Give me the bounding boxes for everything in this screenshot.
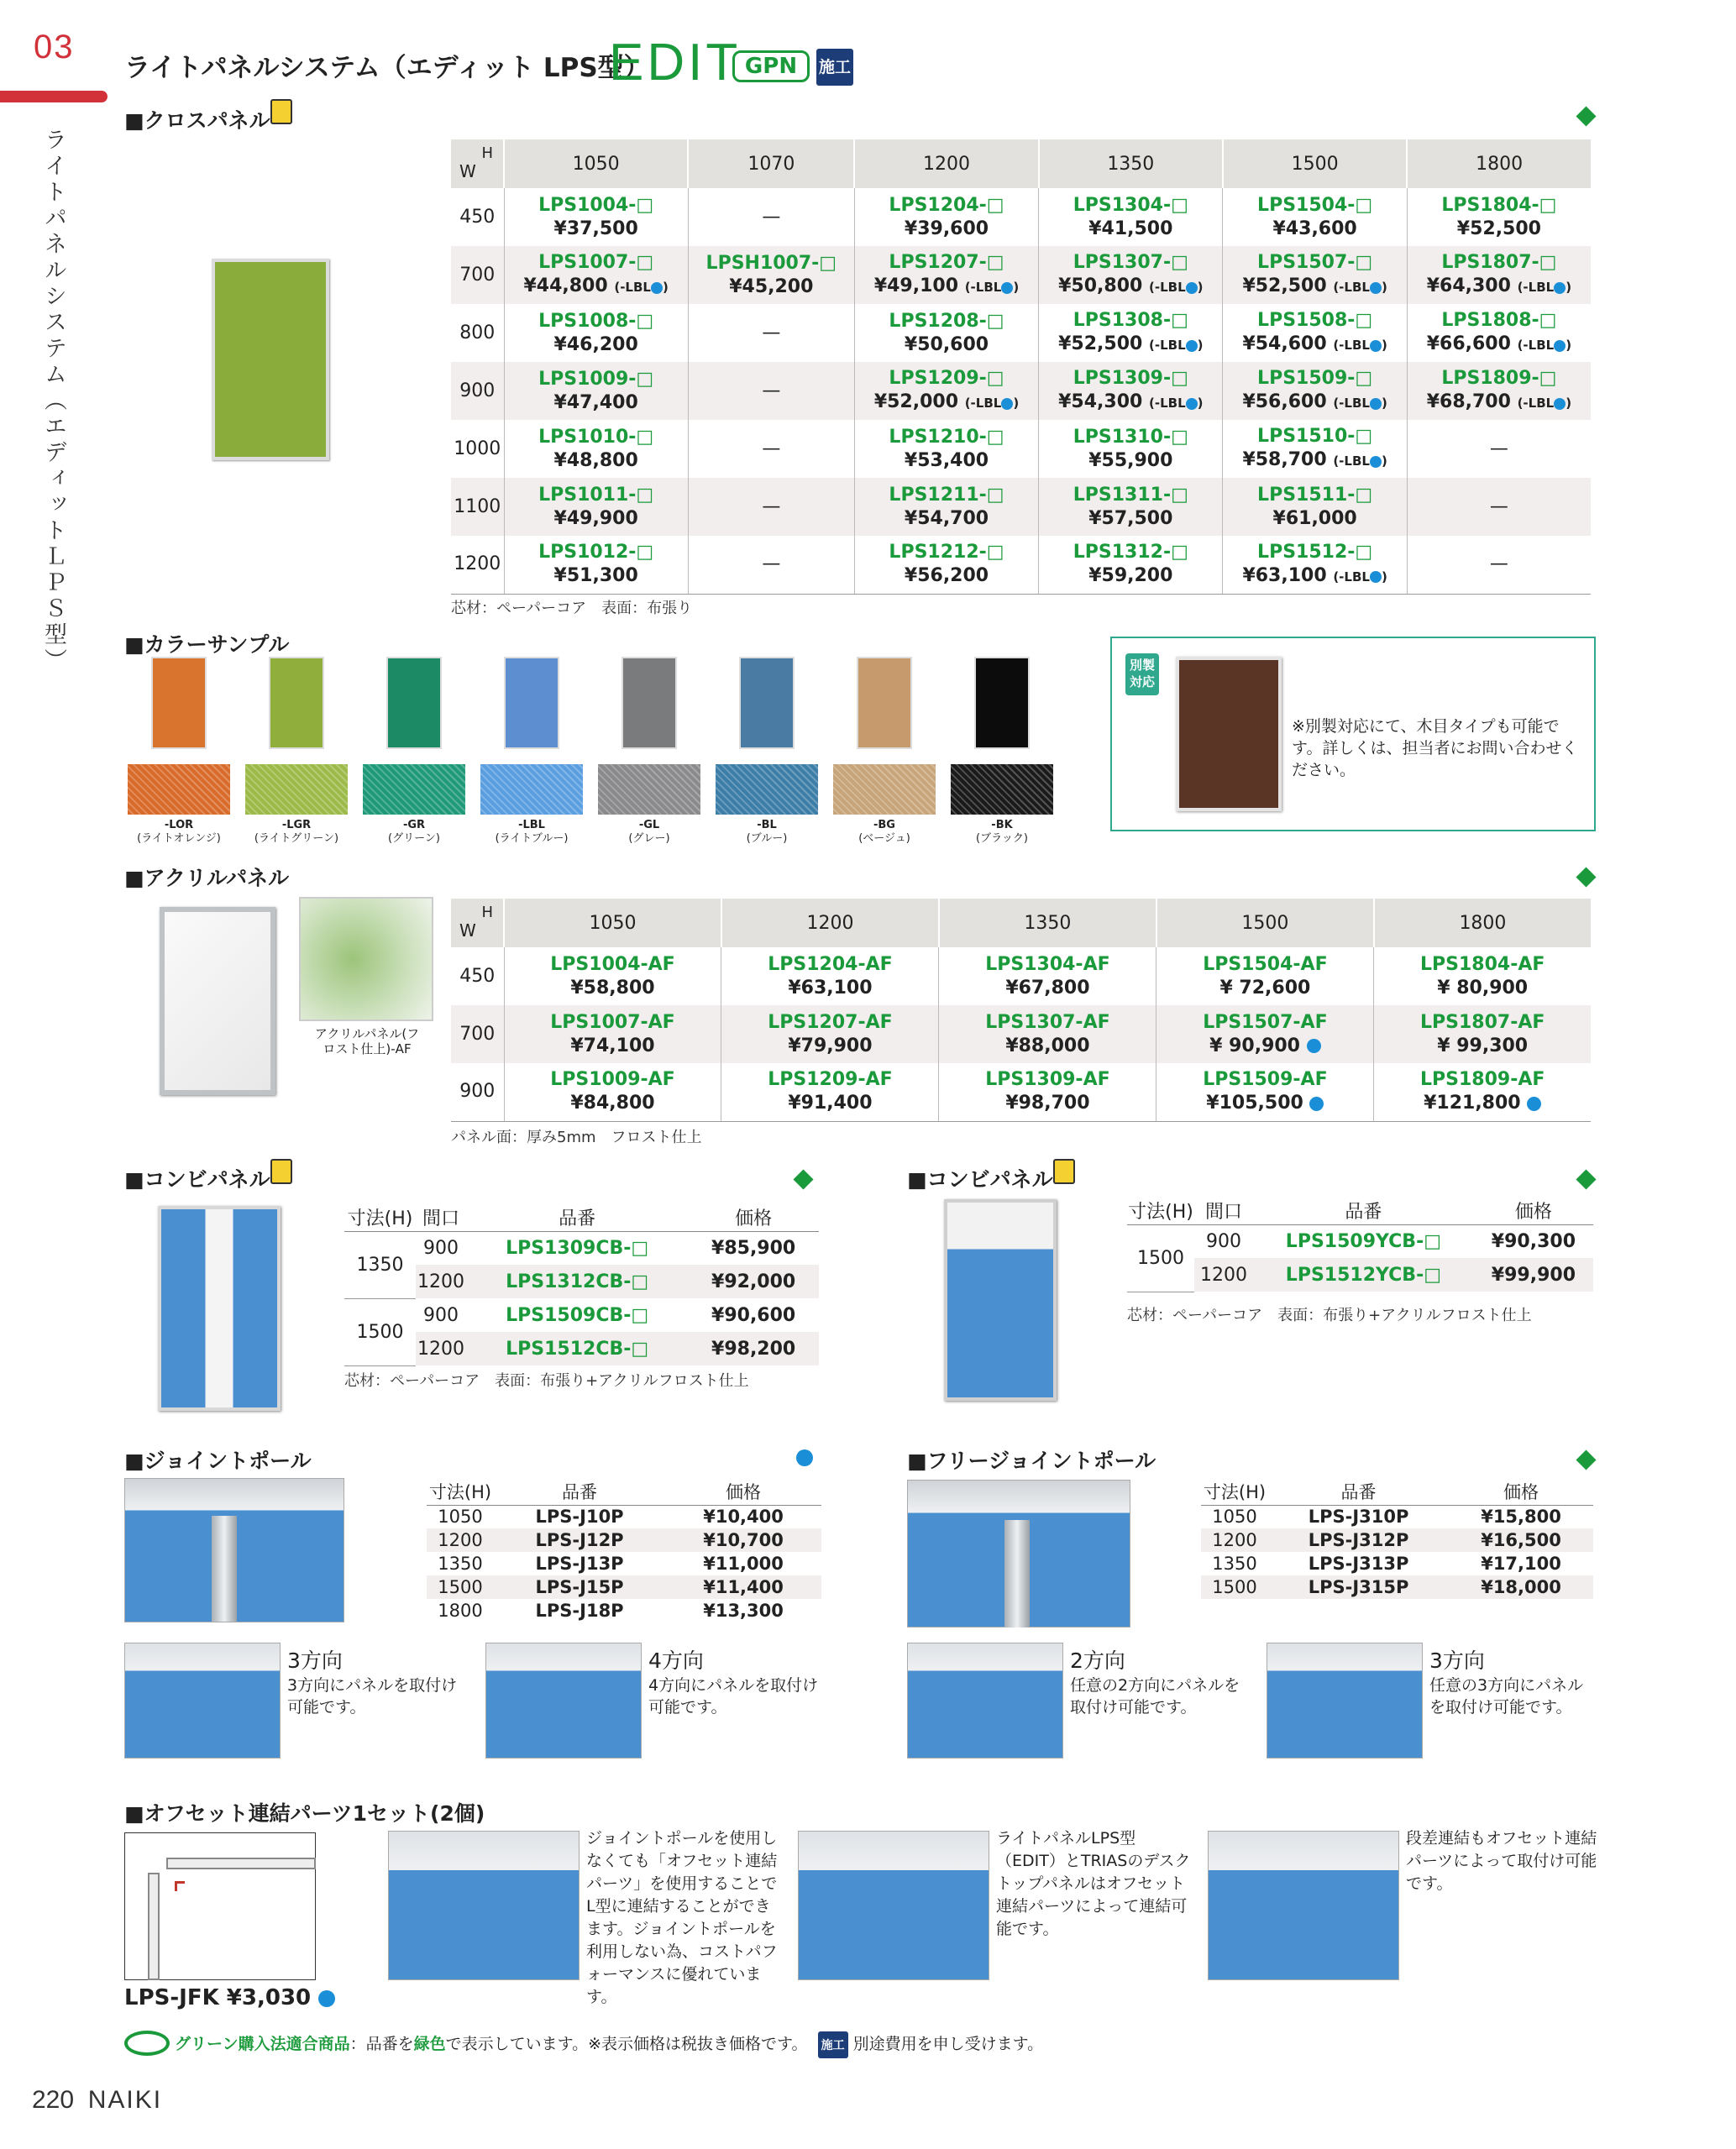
table-cell: LPS1309-□ ¥54,300 (-LBL ) <box>1039 362 1223 420</box>
table-cell: LPS1008-□ ¥46,200 <box>504 304 688 362</box>
table-row <box>451 362 1591 420</box>
table-cell: LPS1007-□ ¥44,800 (-LBL ) <box>504 246 688 304</box>
table-cell: LPS1507-AF ¥ 90,900 <box>1156 1005 1374 1063</box>
color-code-label: -LBL (ライトブルー) <box>495 819 569 845</box>
width-cell: 1000 <box>451 420 504 478</box>
color-panel-sample <box>974 657 1030 749</box>
table-row <box>451 478 1591 536</box>
blue-dot-icon <box>1527 1097 1541 1111</box>
table-cell: LPS1307-AF ¥88,000 <box>939 1005 1156 1063</box>
free-2way-title: 2方向 <box>1070 1648 1125 1673</box>
free-2way-image <box>907 1643 1063 1759</box>
offset-text-2: ライトパネルLPS型（EDIT）とTRIASのデスクトップパネルはオフセット連結パーツによって連結可能です。 <box>996 1829 1191 1938</box>
color-code-label: -GL (グレー) <box>628 819 670 845</box>
color-panel-sample <box>386 657 442 749</box>
offset-diagram-line <box>148 1873 160 1980</box>
col-header: 1350 <box>939 899 1156 947</box>
combi-panel-image-2 <box>944 1199 1057 1401</box>
table-cell: — <box>688 478 854 536</box>
color-code-label: -LOR (ライトオレンジ) <box>137 819 221 845</box>
table-row: 1350 900 LPS1309CB-□ ¥85,900 <box>344 1231 819 1265</box>
table-cell: LPS1804-AF ¥ 80,900 <box>1419 953 1545 998</box>
pin-icon <box>1053 1159 1075 1184</box>
table-cell: LPS1312-□ ¥59,200 <box>1039 536 1223 594</box>
free-joint-pole-table: 寸法(H) 品番 価格 1050 LPS-J310P ¥15,800 1200 LPS-J312P ¥16,500 1350 LPS-J313P ¥17,100 1500 LPS-J315P ¥18,000 <box>1201 1478 1593 1599</box>
availability-diamond-icon <box>1576 1169 1596 1189</box>
col-header: 1070 <box>688 139 854 188</box>
joint-4way-image <box>485 1643 642 1759</box>
table-row: 1500 900 LPS1509YCB-□ ¥90,300 <box>1127 1224 1593 1258</box>
table-row: 1200 LPS1512YCB-□ ¥99,900 <box>1127 1258 1593 1292</box>
table-cell: LPS1009-□ ¥47,400 <box>504 362 688 420</box>
table-cell: LPS1808-□ ¥66,600 (-LBL ) <box>1426 310 1572 354</box>
joint-4way-title: 4方向 <box>648 1648 704 1673</box>
fabric-texture-sample <box>716 764 818 815</box>
pole-image-detail <box>212 1516 237 1622</box>
frost-sample-image <box>299 897 433 1021</box>
table-row: 1500 LPS-J315P ¥18,000 <box>1201 1575 1593 1599</box>
color-code-label: -BG (ベージュ) <box>858 819 910 845</box>
table-cell: LPS1510-□ ¥58,700 (-LBL ) <box>1223 420 1407 478</box>
free-3way-text: 任意の3方向にパネルを取付け可能です。 <box>1429 1676 1584 1717</box>
free-2way-text: 任意の2方向にパネルを取付け可能です。 <box>1070 1676 1240 1717</box>
col-header: 1500 <box>1156 899 1374 947</box>
acryl-panel-table: H W 1050 1200 1350 1500 1800 450 LPS1004-AF ¥58,800 LPS1204-AF ¥63,100 LPS1304-AF ¥67,800 LPS1504-AF ¥ 72,600 LPS1804-AF ¥ 80,900 700 LPS1007-AF ¥74,100 LPS1207-AF ¥79,900 LPS1307-AF ¥88,000 LPS1507-AF ¥ 90,900 LPS1807-AF ¥ 99,300 900 LPS1009-AF ¥84,800 LPS1209-AF ¥91,400 LPS1309-AF ¥98,700 LPS1509-AF ¥105,500 LPS1809-AF ¥121,800 <box>451 899 1591 1122</box>
table-row <box>451 188 1591 246</box>
table-cell: LPS1807-AF ¥ 99,300 <box>1374 1005 1591 1063</box>
table-cell: LPS1211-□ ¥54,700 <box>854 478 1038 536</box>
table-cell: — <box>1489 438 1508 459</box>
table-cell: — <box>688 304 854 362</box>
table-cell: LPS1807-□ ¥64,300 (-LBL ) <box>1407 246 1591 304</box>
color-panel-sample <box>269 657 324 749</box>
fabric-texture-sample <box>480 764 583 815</box>
table-cell: LPS1009-AF ¥84,800 <box>504 1063 721 1121</box>
offset-parts-heading: ■オフセット連結パーツ1セット(2個) <box>124 1801 485 1826</box>
pole-image-detail <box>1004 1520 1030 1627</box>
col-header: 1200 <box>721 899 939 947</box>
table-cell: — <box>688 536 854 594</box>
page-tab-bar <box>0 91 108 102</box>
table-cell: LPS1210-□ ¥53,400 <box>854 420 1038 478</box>
combi-table-1: 寸法(H) 間口 品番 価格 1350 900 LPS1309CB-□ ¥85,900 1200 LPS1312CB-□ ¥92,000 1500 900 LPS1509CB-□ ¥90,600 1200 LPS1512CB-□ ¥98,200 <box>344 1204 819 1366</box>
color-code-label: -BK (ブラック) <box>976 819 1028 845</box>
joint-pole-table: 寸法(H) 品番 価格 1050 LPS-J10P ¥10,400 1200 LPS-J12P ¥10,700 1350 LPS-J13P ¥11,000 1500 LPS-J15P ¥11,400 1800 LPS-J18P ¥13,300 <box>427 1478 821 1622</box>
table-cell: LPS1311-□ ¥57,500 <box>1039 478 1223 536</box>
width-cell: 450 <box>451 188 504 246</box>
offset-part-marker <box>175 1881 185 1891</box>
offset-text-1: ジョイントポールを使用しなくても「オフセット連結パーツ」を使用することでL型に連結することができます。ジョイントポールを利用しない為、コストパフォーマンスに優れています。 <box>586 1829 778 2006</box>
table-row: 1200 LPS-J312P ¥16,500 <box>1201 1528 1593 1552</box>
brand-edit: EDIT <box>609 34 742 92</box>
side-vertical-title: ライトパネルシステム（エディットＬＰＳ型） <box>40 128 66 674</box>
green-purchase-icon <box>124 2031 170 2056</box>
color-panel-sample <box>739 657 795 749</box>
table-cell: LPS1307-□ ¥50,800 (-LBL ) <box>1039 246 1223 304</box>
frost-sample-caption: アクリルパネル(フロスト仕上)-AF <box>314 1026 420 1056</box>
width-cell: 700 <box>451 1005 504 1063</box>
page-tab-number: 03 <box>34 29 75 66</box>
col-header: 1800 <box>1374 899 1591 947</box>
availability-diamond-icon <box>793 1169 813 1189</box>
table-cell: LPS1310-□ ¥55,900 <box>1039 420 1223 478</box>
table-cell: LPS1007-AF ¥74,100 <box>504 1005 721 1063</box>
fabric-texture-sample <box>128 764 230 815</box>
table-row: 1350 LPS-J13P ¥11,000 <box>438 1554 784 1574</box>
availability-diamond-icon <box>1576 867 1596 887</box>
table-cell: — <box>688 420 854 478</box>
table-cell: LPS1809-AF ¥121,800 <box>1374 1063 1591 1121</box>
fabric-texture-sample <box>245 764 348 815</box>
color-sample-heading: ■カラーサンプル <box>124 632 290 657</box>
woodgrain-panel-image <box>1176 657 1282 811</box>
table-cell: LPS1212-□ ¥56,200 <box>854 536 1038 594</box>
table-cell: LPS1304-□ ¥41,500 <box>1039 188 1223 246</box>
free-3way-image <box>1267 1643 1423 1759</box>
combi-panel-image-1 <box>158 1206 281 1411</box>
blue-dot-icon <box>318 1990 335 2007</box>
table-row: 1200 LPS1512CB-□ ¥98,200 <box>344 1332 819 1365</box>
combi-note-2: 芯材：ペーパーコア 表面：布張り+アクリルフロスト仕上 <box>1127 1307 1532 1324</box>
table-cell: LPS1207-□ ¥49,100 (-LBL ) <box>854 246 1038 304</box>
combi-panel-heading-2: ■コンビパネル <box>907 1167 1053 1192</box>
col-header: 1200 <box>854 139 1038 188</box>
free-joint-pole-heading: ■フリージョイントポール <box>907 1449 1156 1473</box>
cross-panel-table: H W 1050 1070 1200 1350 1500 1800 450 LPS1004-□ ¥37,500 — LPS1204-□ ¥39,600 LPS1304-□ ¥41,500 LPS1504-□ ¥43,600 LPS1804-□ ¥52,500 700 LPS1007-□ ¥44,800 (-LBL ) LPSH1007-□ ¥45,200 LPS1207-□ ¥49,100 (-LBL ) LPS1307-□ ¥50,800 (-LBL ) LPS1507-□ ¥52,500 (-LBL ) LPS1807-□ ¥64,300 (-LBL ) 800 LPS1008-□ ¥46,200 — LPS1208-□ ¥50,600 LPS1308-□ ¥52,500 (-LBL ) LPS1508-□ ¥54,600 (-LBL ) LPS1808-□ ¥66,600 (-LBL ) 900 LPS1009-□ ¥47,400 — LPS1209-□ ¥52,000 (-LBL ) LPS1309-□ ¥54,300 (-LBL ) LPS1509-□ ¥56,600 (-LBL ) LPS1809-□ ¥68,700 (-LBL ) 1000 LPS1010-□ ¥48,800 — LPS1210-□ ¥53,400 LPS1310-□ ¥55,900 LPS1510-□ ¥58,700 (-LBL ) — 1100 LPS1011-□ ¥49,900 — LPS1211-□ ¥54,700 LPS1311-□ ¥57,500 LPS1511-□ ¥61,000 — 1200 LPS1012-□ ¥51,300 — LPS1212-□ ¥56,200 LPS1312-□ ¥59,200 LPS1512-□ ¥63,100 (-LBL ) — <box>451 139 1591 595</box>
table-cell: — <box>1407 536 1591 594</box>
joint-3way-image <box>124 1643 281 1759</box>
combi-note-1: 芯材：ペーパーコア 表面：布張り+アクリルフロスト仕上 <box>344 1372 749 1390</box>
fabric-texture-sample <box>833 764 936 815</box>
table-cell: — <box>688 188 854 246</box>
blue-dot-icon <box>796 1449 813 1466</box>
width-cell: 1100 <box>451 478 504 536</box>
width-cell: 800 <box>451 304 504 362</box>
table-row: 1350 LPS-J313P ¥17,100 <box>1212 1554 1561 1574</box>
col-header: 1500 <box>1223 139 1407 188</box>
table-cell: LPS1504-□ ¥43,600 <box>1223 188 1407 246</box>
fabric-texture-sample <box>598 764 700 815</box>
table-cell: LPS1208-□ ¥50,600 <box>854 304 1038 362</box>
table-cell: LPS1809-□ ¥68,700 (-LBL ) <box>1407 362 1591 420</box>
table-row: 1800 LPS-J18P ¥13,300 <box>438 1601 784 1621</box>
table-cell: — <box>1407 478 1591 536</box>
joint-3way-text: 3方向にパネルを取付け可能です。 <box>287 1676 458 1717</box>
width-cell: 900 <box>451 362 504 420</box>
table-cell: LPS1209-AF ¥91,400 <box>721 1063 939 1121</box>
offset-image-1 <box>388 1831 580 1980</box>
table-row <box>451 947 1591 1005</box>
offset-image-2 <box>798 1831 989 1980</box>
acryl-panel-image <box>160 907 275 1095</box>
special-order-tag: 別製対応 <box>1125 653 1159 695</box>
pin-icon <box>270 1159 292 1184</box>
table-row <box>451 1063 1591 1121</box>
table-cell: — <box>688 362 854 420</box>
table-row: 1500 LPS-J15P ¥11,400 <box>427 1575 821 1599</box>
table-cell: LPS1004-AF ¥58,800 <box>504 947 721 1005</box>
table-cell: LPS1509-□ ¥56,600 (-LBL ) <box>1223 362 1407 420</box>
sekou-badge: 施工 <box>816 49 853 86</box>
table-cell: LPS1004-□ ¥37,500 <box>504 188 688 246</box>
color-code-label: -LGR (ライトグリーン) <box>254 819 339 845</box>
table-cell: LPS1304-AF ¥67,800 <box>939 947 1156 1005</box>
offset-product-code: LPS-JFK ¥3,030 <box>124 1985 335 2010</box>
col-header: 1050 <box>504 899 721 947</box>
page-number: 220 NAIKI <box>32 2086 163 2114</box>
offset-diagram-line <box>166 1858 316 1869</box>
width-cell: 700 <box>451 246 504 304</box>
table-row: 1200 LPS1312CB-□ ¥92,000 <box>344 1265 819 1298</box>
table-cell: LPS1509-AF ¥105,500 <box>1156 1063 1374 1121</box>
color-code-label: -GR (グリーン) <box>388 819 440 845</box>
table-cell: LPS1511-□ ¥61,000 <box>1223 478 1407 536</box>
table-row <box>451 1005 1591 1063</box>
table-cell: LPS1309-AF ¥98,700 <box>939 1063 1156 1121</box>
table-row: 1050 LPS-J310P ¥15,800 <box>1212 1507 1561 1528</box>
cross-panel-note: 芯材：ペーパーコア 表面：布張り <box>451 600 693 617</box>
joint-3way-title: 3方向 <box>287 1648 343 1673</box>
table-row: 1500 900 LPS1509CB-□ ¥90,600 <box>344 1298 819 1332</box>
table-cell: LPS1207-AF ¥79,900 <box>721 1005 939 1063</box>
color-panel-sample <box>857 657 912 749</box>
table-row <box>451 246 1591 304</box>
table-cell: LPS1011-□ ¥49,900 <box>504 478 688 536</box>
color-panel-sample <box>151 657 207 749</box>
cross-panel-image <box>212 259 329 460</box>
joint-pole-heading: ■ジョイントポール <box>124 1449 312 1473</box>
free-3way-title: 3方向 <box>1429 1648 1485 1673</box>
table-cell: LPS1204-□ ¥39,600 <box>854 188 1038 246</box>
fabric-texture-sample <box>363 764 465 815</box>
table-cell: LPS1308-□ ¥52,500 (-LBL ) <box>1039 304 1223 362</box>
table-cell: LPS1204-AF ¥63,100 <box>721 947 939 1005</box>
table-cell: LPS1512-□ ¥63,100 (-LBL ) <box>1223 536 1407 594</box>
table-cell: LPS1209-□ ¥52,000 (-LBL ) <box>854 362 1038 420</box>
table-cell: LPS1504-AF ¥ 72,600 <box>1156 947 1374 1005</box>
blue-dot-icon <box>1309 1097 1324 1111</box>
table-cell: LPS1507-□ ¥52,500 (-LBL ) <box>1223 246 1407 304</box>
table-cell: LPS1508-□ ¥54,600 (-LBL ) <box>1223 304 1407 362</box>
color-code-label: -BL (ブルー) <box>746 819 788 845</box>
width-cell: 900 <box>451 1063 504 1121</box>
color-panel-sample <box>621 657 677 749</box>
gpn-badge: GPN <box>732 50 810 82</box>
table-row: 1200 LPS-J12P ¥10,700 <box>427 1528 821 1552</box>
special-order-text: ※別製対応にて、木目タイプも可能です。詳しくは、担当者にお問い合わせください。 <box>1292 717 1578 779</box>
sekou-badge: 施工 <box>818 2031 848 2058</box>
col-header: 1350 <box>1039 139 1223 188</box>
table-cell: LPS1804-□ ¥52,500 <box>1441 194 1557 239</box>
footer-legend: グリーン購入法適合商品：品番を緑色で表示しています。※表示価格は税抜き価格です。 施工 別途費用を申し受けます。 <box>175 2031 1043 2058</box>
table-row <box>451 420 1591 478</box>
table-row <box>451 536 1591 594</box>
fabric-texture-sample <box>951 764 1053 815</box>
width-cell: 1200 <box>451 536 504 594</box>
availability-diamond-icon <box>1576 1449 1596 1470</box>
pin-icon <box>270 99 292 124</box>
col-header: 1050 <box>504 139 688 188</box>
color-panel-sample <box>504 657 559 749</box>
table-cell: LPS1010-□ ¥48,800 <box>504 420 688 478</box>
combi-table-2: 寸法(H) 間口 品番 価格 1500 900 LPS1509YCB-□ ¥90,300 1200 LPS1512YCB-□ ¥99,900 <box>1127 1198 1593 1292</box>
page-title: ライトパネルシステム（エディット LPS型） <box>124 53 650 83</box>
combi-panel-heading-1: ■コンビパネル <box>124 1167 270 1192</box>
col-header: 1800 <box>1407 139 1591 188</box>
joint-4way-text: 4方向にパネルを取付け可能です。 <box>648 1676 819 1717</box>
availability-diamond-icon <box>1576 106 1596 126</box>
acryl-panel-heading: ■アクリルパネル <box>124 866 290 890</box>
cross-panel-heading: ■クロスパネル <box>124 108 270 133</box>
width-cell: 450 <box>451 947 504 1005</box>
acryl-panel-note: パネル面：厚み5mm フロスト仕上 <box>451 1129 702 1146</box>
blue-dot-icon <box>1307 1039 1321 1053</box>
table-row: 1050 LPS-J10P ¥10,400 <box>438 1507 784 1528</box>
offset-image-3 <box>1208 1831 1399 1980</box>
table-cell: LPSH1007-□ ¥45,200 <box>688 246 854 304</box>
offset-text-3: 段差連結もオフセット連結パーツによって取付け可能です。 <box>1406 1829 1597 1893</box>
table-row <box>451 304 1591 362</box>
table-cell: LPS1012-□ ¥51,300 <box>504 536 688 594</box>
